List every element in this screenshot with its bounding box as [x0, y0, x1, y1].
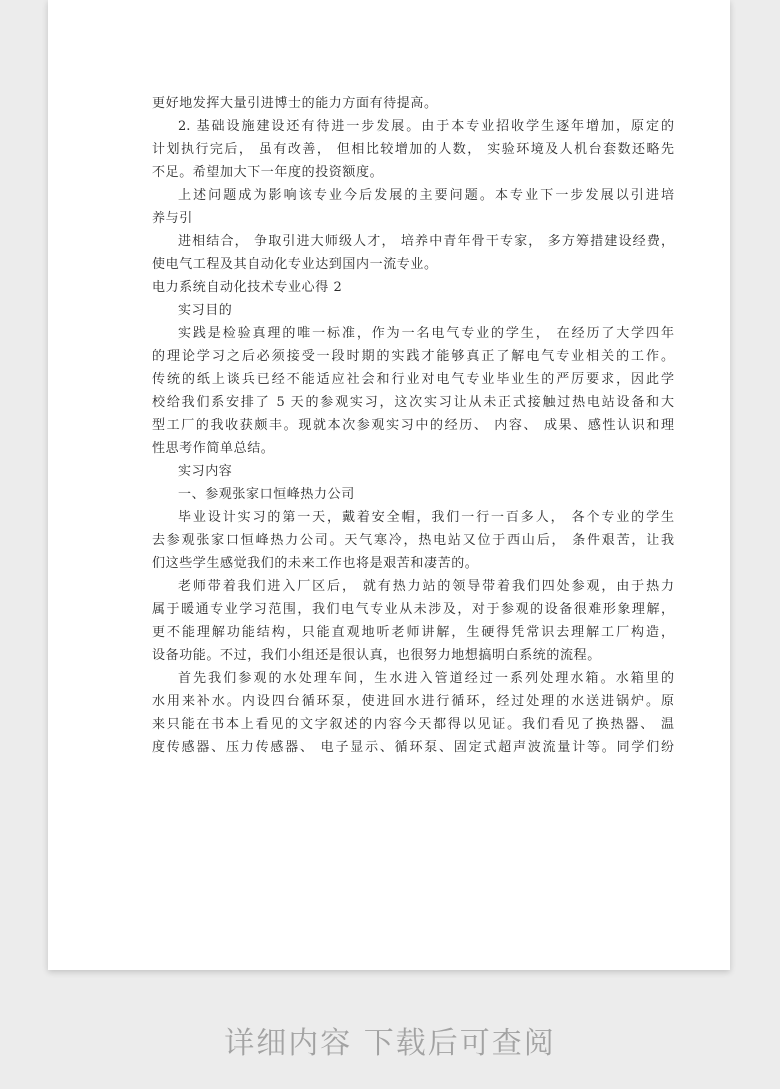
text-line: 毕业设计实习的第一天，戴着安全帽，我们一行一百多人， 各个专业的学生 [178, 510, 674, 525]
text-line: 的理论学习之后必须接受一段时期的实践才能够真正了解电气专业相关的工作。 [152, 349, 674, 364]
download-hint[interactable]: 详细内容 下载后可查阅 [224, 1026, 556, 1061]
text-line: 更好地发挥大量引进博士的能力方面有待提高。 [152, 96, 438, 111]
text-line: 更不能理解功能结构，只能直观地听老师讲解，生硬得凭常识去理解工厂构造， [152, 625, 674, 640]
text-line: 校给我们系安排了 5 天的参观实习，这次实习让从未正式接触过热电站设备和大 [152, 395, 674, 410]
text-line: 实践是检验真理的唯一标准，作为一名电气专业的学生， 在经历了大学四年 [178, 326, 674, 341]
text-line: 型工厂的我收获颇丰。现就本次参观实习中的经历、 内容、 成果、感性认识和理 [152, 418, 674, 433]
text-line: 电力系统自动化技术专业心得 2 [152, 280, 343, 295]
text-line: 使电气工程及其自动化专业达到国内一流专业。 [152, 257, 438, 272]
text-line: 实习内容 [178, 464, 233, 479]
text-line: 老师带着我们进入厂区后， 就有热力站的领导带着我们四处参观，由于热力 [178, 579, 674, 594]
text-line: 进相结合， 争取引进大师级人才， 培养中青年骨干专家， 多方筹措建设经费， [178, 234, 674, 249]
text-line: 性思考作简单总结。 [152, 441, 275, 456]
text-line: 传统的纸上谈兵已经不能适应社会和行业对电气专业毕业生的严厉要求，因此学 [152, 372, 674, 387]
text-line: 属于暖通专业学习范围，我们电气专业从未涉及，对于参观的设备很难形象理解， [152, 602, 674, 617]
text-line: 水用来补水。内设四台循环泵，使进回水进行循环，经过处理的水送进锅炉。原 [152, 694, 674, 709]
text-line: 2. 基础设施建设还有待进一步发展。由于本专业招收学生逐年增加，原定的 [178, 119, 674, 134]
text-line: 上述问题成为影响该专业今后发展的主要问题。本专业下一步发展以引进培 [178, 188, 674, 203]
text-line: 来只能在书本上看见的文字叙述的内容今天都得以见证。我们看见了换热器、 温 [152, 717, 674, 732]
text-line: 首先我们参观的水处理车间，生水进入管道经过一系列处理水箱。水箱里的 [178, 671, 674, 686]
text-line: 一、参观张家口恒峰热力公司 [178, 487, 355, 502]
text-line: 们这些学生感觉我们的未来工作也将是艰苦和凄苦的。 [152, 556, 479, 571]
document-page [48, 0, 730, 970]
text-line: 去参观张家口恒峰热力公司。天气寒冷，热电站又位于西山后， 条件艰苦，让我 [152, 533, 674, 548]
document-body [152, 92, 674, 759]
text-line: 实习目的 [178, 303, 233, 318]
text-line: 度传感器、压力传感器、 电子显示、循环泵、固定式超声波流量计等。同学们纷 [152, 740, 674, 755]
text-line: 养与引 [152, 211, 193, 226]
text-line: 计划执行完后， 虽有改善， 但相比较增加的人数， 实验环境及人机台套数还略先 [152, 142, 674, 157]
text-line: 不足。希望加大下一年度的投资额度。 [152, 165, 384, 180]
text-line: 设备功能。不过，我们小组还是很认真，也很努力地想搞明白系统的流程。 [152, 648, 601, 663]
